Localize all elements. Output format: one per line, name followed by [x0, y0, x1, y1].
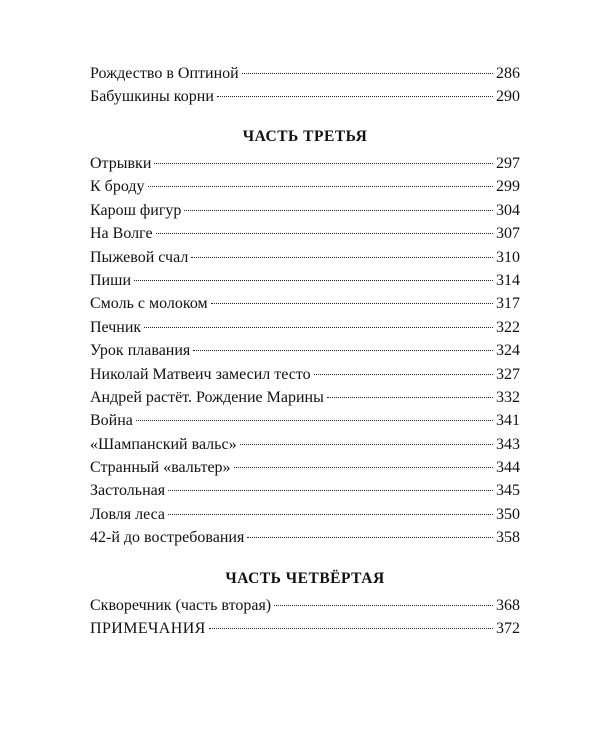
toc-entry[interactable]	[90, 503, 520, 526]
toc-entry[interactable]	[90, 292, 520, 315]
toc-entry[interactable]	[90, 363, 520, 386]
toc-entry-page: 297	[496, 155, 520, 172]
toc-entry-title: Скворечник (часть вторая)	[90, 597, 272, 614]
toc-entry-title: Андрей растёт. Рождение Марины	[90, 388, 324, 406]
toc-entry[interactable]	[90, 199, 520, 222]
toc-entry[interactable]	[90, 409, 520, 432]
toc-entry[interactable]	[90, 594, 520, 617]
toc-entry[interactable]	[90, 433, 520, 456]
toc-entry-title: Николай Матвеич замесил тесто	[90, 365, 311, 383]
toc-entry-title: «Шампанский вальс»	[90, 435, 237, 453]
toc-entry-page: 332	[496, 388, 520, 406]
toc-entry-notes[interactable]	[90, 617, 520, 640]
toc-entry-title: Смоль с молоком	[90, 295, 208, 313]
dot-leader	[314, 374, 493, 375]
toc-entry-title: Пыжевой счал	[90, 248, 189, 266]
toc-entry[interactable]	[90, 152, 520, 175]
section-heading-part3: ЧАСТЬ ТРЕТЬЯ	[242, 128, 368, 145]
toc-entry[interactable]	[90, 222, 520, 245]
dot-leader	[156, 233, 493, 234]
toc-entry-title: Печник	[90, 318, 142, 336]
toc-entry-page: 358	[496, 529, 520, 547]
toc-part3	[90, 152, 520, 550]
toc-entry-page: 345	[496, 482, 520, 500]
toc-entry-title: Война	[90, 412, 133, 430]
toc-entry[interactable]	[90, 85, 520, 108]
dot-leader	[209, 628, 493, 629]
section-heading-part4: ЧАСТЬ ЧЕТВЁРТАЯ	[225, 570, 385, 587]
toc-entry-page: 344	[496, 459, 520, 477]
toc-part2-tail	[90, 62, 520, 109]
toc-entry-page: 307	[496, 225, 520, 243]
toc-entry-title: К броду	[90, 178, 145, 196]
toc-entry[interactable]	[90, 386, 520, 409]
toc-entry[interactable]	[90, 62, 520, 85]
dot-leader	[234, 467, 493, 468]
dot-leader	[168, 490, 493, 491]
toc-entry-title: Ловля леса	[90, 505, 166, 523]
toc-entry-page: 341	[496, 412, 520, 430]
dot-leader	[242, 73, 493, 74]
toc-entry-title: Урок плавания	[90, 342, 191, 360]
toc-entry-title: 42-й до востребования	[90, 529, 245, 547]
toc-entry-page: 304	[496, 201, 520, 219]
dot-leader	[134, 280, 493, 281]
toc-entry-title: Странный «вальтер»	[90, 459, 231, 477]
toc-entry-title: Пиши	[90, 271, 131, 289]
dot-leader	[217, 96, 493, 97]
toc-entry-title: Рождество в Оптиной	[90, 65, 239, 82]
toc-entry-page: 372	[496, 620, 520, 638]
dot-leader	[211, 303, 493, 304]
toc-entry[interactable]	[90, 269, 520, 292]
dot-leader	[154, 163, 493, 164]
toc-entry[interactable]	[90, 479, 520, 502]
toc-entry-page: 314	[496, 271, 520, 289]
toc-entry-page: 310	[496, 248, 520, 266]
toc-entry-page: 343	[496, 435, 520, 453]
toc-entry-title: Бабушкины корни	[90, 88, 214, 106]
dot-leader	[274, 605, 493, 606]
toc-entry-page: 350	[496, 505, 520, 523]
toc-entry-page: 317	[496, 295, 520, 313]
dot-leader	[240, 444, 493, 445]
toc-entry-page: 327	[496, 365, 520, 383]
dot-leader	[144, 327, 493, 328]
toc-entry[interactable]	[90, 246, 520, 269]
toc-entry[interactable]	[90, 339, 520, 362]
toc-entry-page: 286	[496, 65, 520, 82]
toc-entry[interactable]	[90, 456, 520, 479]
toc-entry-page: 368	[496, 597, 520, 614]
dot-leader	[148, 186, 494, 187]
toc-entry-title: Застольная	[90, 482, 166, 500]
toc-entry-page: 299	[496, 178, 520, 196]
dot-leader	[191, 257, 493, 258]
dot-leader	[184, 210, 493, 211]
toc-entry-page: 324	[496, 342, 520, 360]
toc-entry[interactable]	[90, 175, 520, 198]
toc-entry-page: 290	[496, 88, 520, 106]
toc-entry-title: Карош фигур	[90, 201, 182, 219]
dot-leader	[168, 514, 493, 515]
toc-entry[interactable]	[90, 526, 520, 549]
toc-entry-page: 322	[496, 318, 520, 336]
toc-part4	[90, 594, 520, 641]
toc-entry-title: ПРИМЕЧАНИЯ	[90, 620, 206, 638]
dot-leader	[247, 537, 493, 538]
toc-entry[interactable]	[90, 316, 520, 339]
dot-leader	[327, 397, 493, 398]
toc-entry-title: На Волге	[90, 225, 153, 243]
dot-leader	[193, 350, 493, 351]
dot-leader	[136, 420, 493, 421]
toc-entry-title: Отрывки	[90, 155, 152, 172]
